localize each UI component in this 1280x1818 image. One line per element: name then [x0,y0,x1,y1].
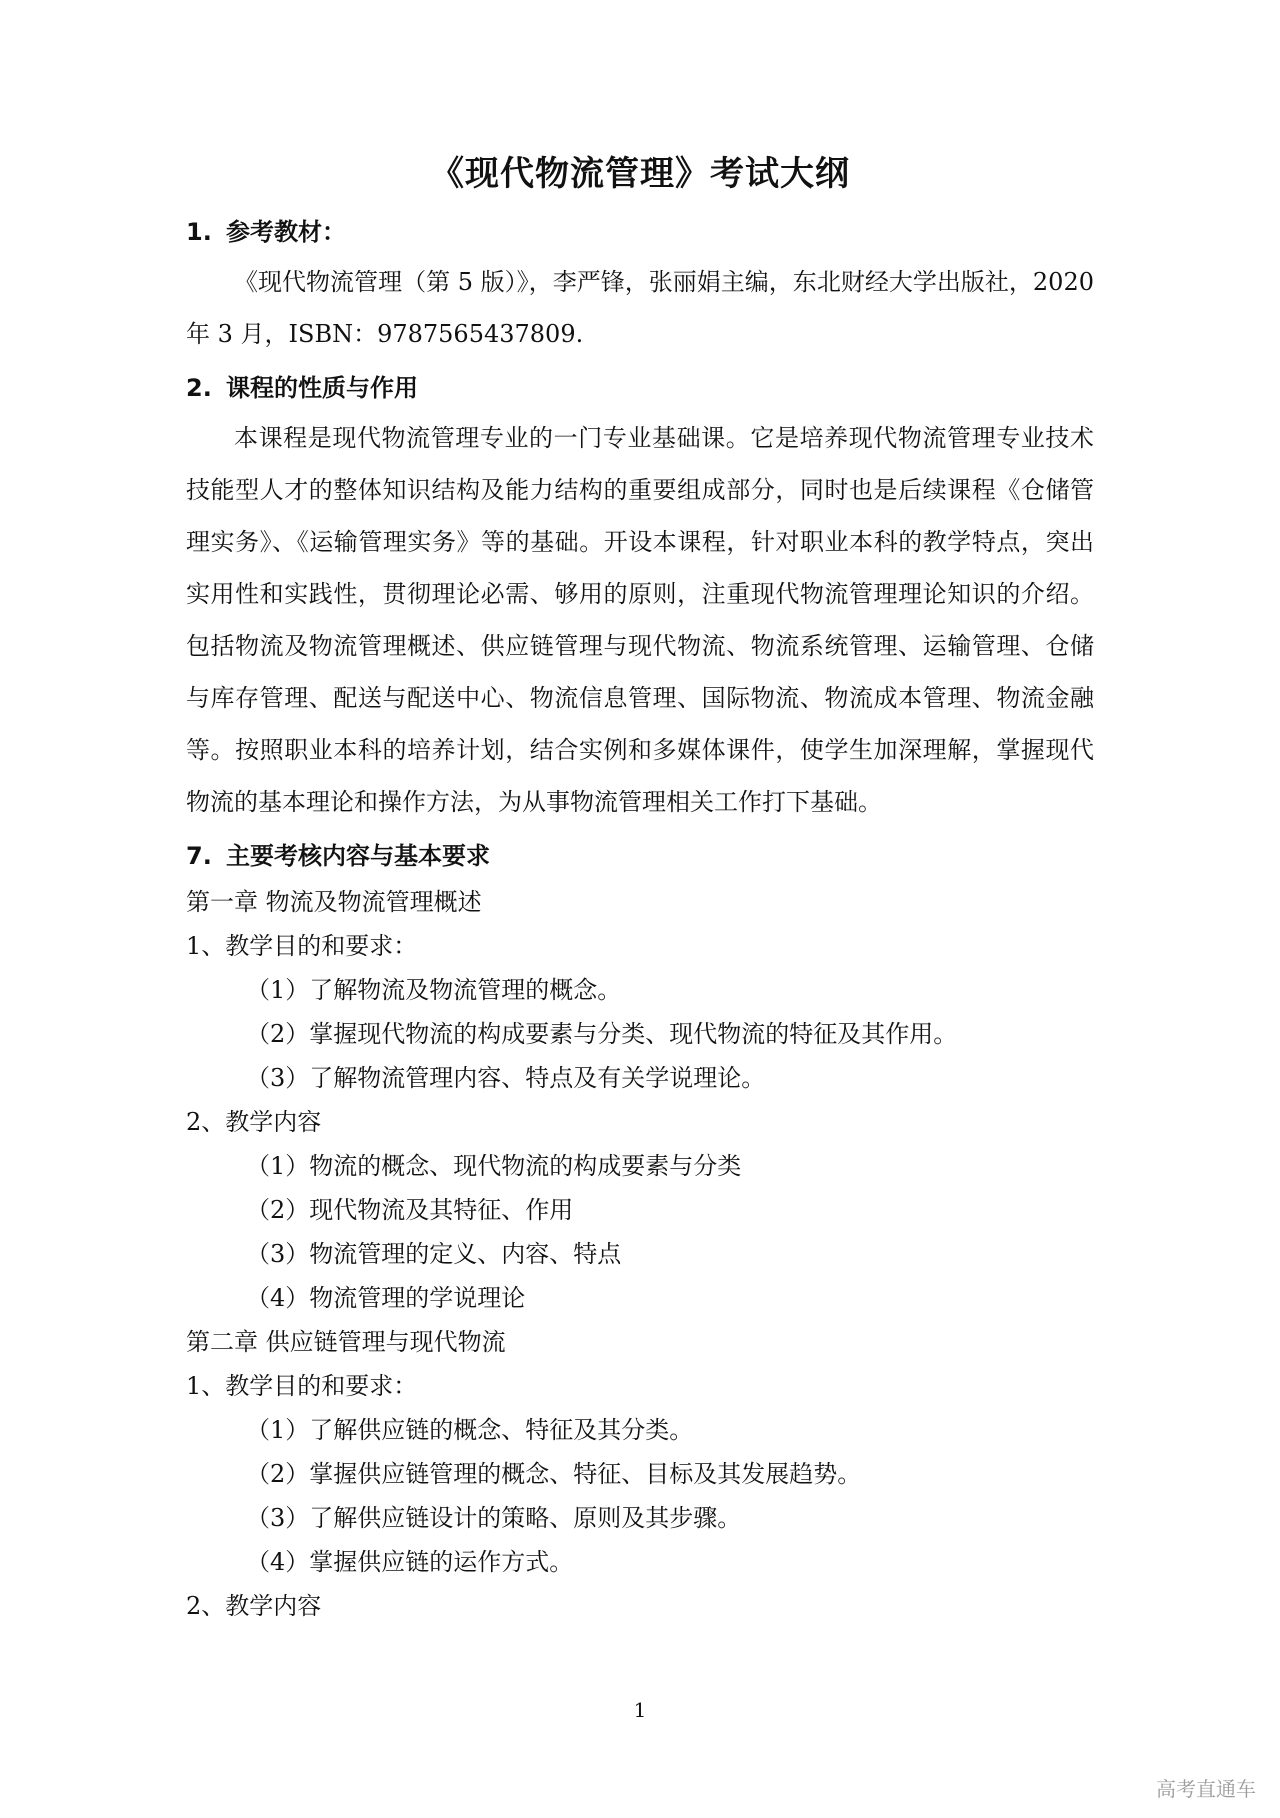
chapter-2-title: 第二章 供应链管理与现代物流 [186,1328,506,1356]
list-item: （2）掌握供应链管理的概念、特征、目标及其发展趋势。 [246,1460,862,1488]
chapter-2-content-label: 2、教学内容 [186,1592,322,1620]
list-item: （1）物流的概念、现代物流的构成要素与分类 [246,1152,742,1180]
section-7-heading [186,832,1094,880]
list-item: （2）现代物流及其特征、作用 [246,1196,574,1224]
section-1-number: 1. [186,218,212,246]
watermark: 高考直通车 [1156,1777,1256,1801]
section-7-title: 主要考核内容与基本要求 [226,842,490,870]
list-item: （3）了解物流管理内容、特点及有关学说理论。 [246,1064,766,1092]
page-number: 1 [633,1698,647,1722]
section-1-title: 参考教材： [226,218,346,246]
chapter-1-title: 第一章 物流及物流管理概述 [186,888,482,916]
section-2-heading [186,364,1094,412]
list-item: （2）掌握现代物流的构成要素与分类、现代物流的特征及其作用。 [246,1020,958,1048]
chapter-2-goals-label: 1、教学目的和要求： [186,1372,418,1400]
section-1-heading [186,208,1094,256]
section-2-number: 2. [186,374,212,402]
list-item: （1）了解供应链的概念、特征及其分类。 [246,1416,694,1444]
chapter-1-content-label: 2、教学内容 [186,1108,322,1136]
section-2-title: 课程的性质与作用 [226,374,418,402]
list-item: （4）掌握供应链的运作方式。 [246,1548,574,1576]
document-body [186,208,1094,1628]
reference-textbook-text: 《现代物流管理（第 5 版）》，李严锋，张丽娟主编，东北财经大学出版社，2020 年 3 月，ISBN：9787565437809. [186,268,1094,348]
list-item: （4）物流管理的学说理论 [246,1284,526,1312]
list-item: （3）了解供应链设计的策略、原则及其步骤。 [246,1504,742,1532]
document-title: 《现代物流管理》考试大纲 [430,154,850,194]
course-nature-text: 本课程是现代物流管理专业的一门专业基础课。它是培养现代物流管理专业技术技能型人才的整体知识结构及能力结构的重要组成部分，同时也是后续课程《仓储管理实务》、《运输管理实务》等的基础。开设本课程，针对职业本科的教学特点，突出实用性和实践性，贯彻理论必需、够用的原则，注重现代物流管理理论知识的介绍。包括物流及物流管理概述、供应链管理与现代物流、物流系统管理、运输管理、仓储与库存管理、配送与配送中心、物流信息管理、国际物流、物流成本管理、物流金融等。按照职业本科的培养计划，结合实例和多媒体课件，使学生加深理解，掌握现代物流的基本理论和操作方法，为从事物流管理相关工作打下基础。 [186,424,1094,816]
list-item: （1）了解物流及物流管理的概念。 [246,976,622,1004]
list-item: （3）物流管理的定义、内容、特点 [246,1240,622,1268]
section-7-number: 7. [186,842,212,870]
chapter-1-goals-label: 1、教学目的和要求： [186,932,418,960]
